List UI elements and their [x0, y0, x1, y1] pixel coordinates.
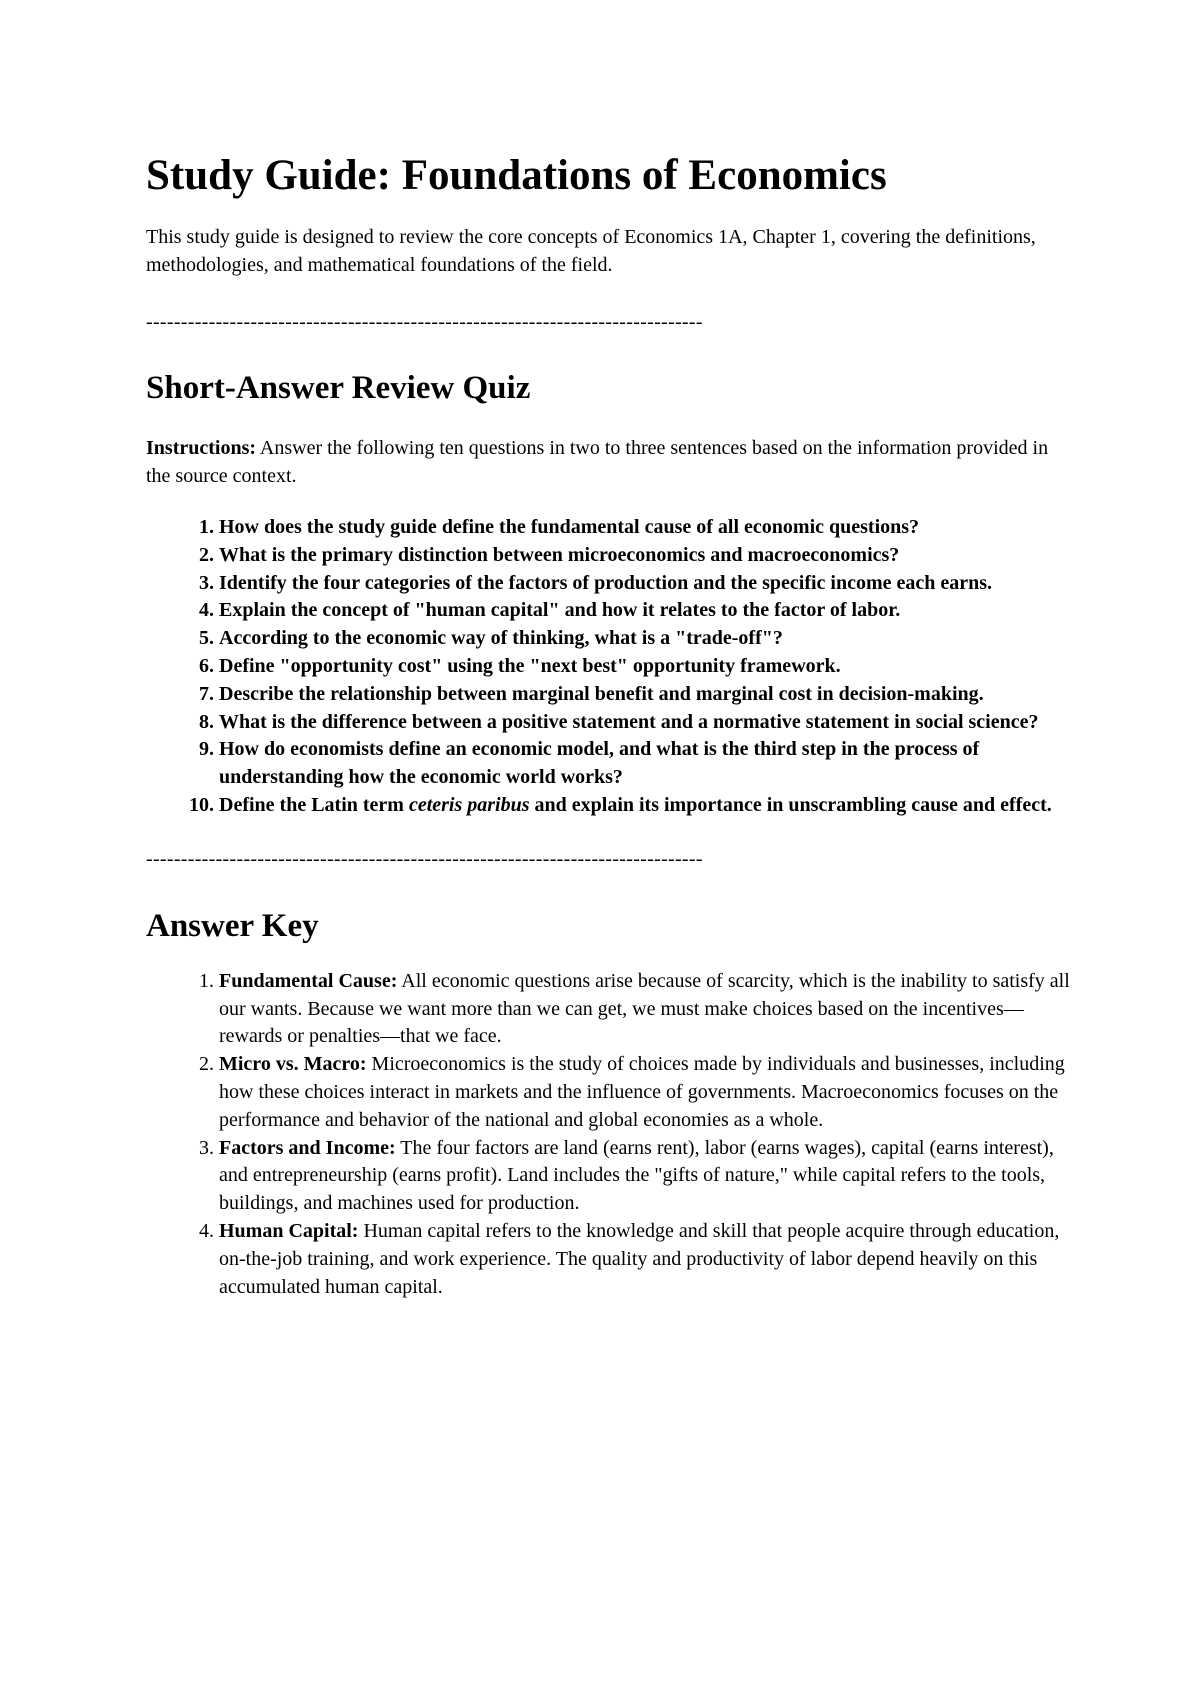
answer-text: All economic questions arise because of scarcity, which is the inability to satisfy all our wants. Because we want more than we can get, we must make choices based on the incentives—rewards or penalties—that we face. [219, 969, 1070, 1048]
question-item: 5. According to the economic way of thinking, what is a "trade-off"? [219, 625, 1076, 653]
answer-label: Fundamental Cause: [219, 969, 398, 992]
answer-text: Microeconomics is the study of choices made by individuals and businesses, including how these choices interact in markets and the influence of governments. Macroeconomics focuses on the performance and behavior of the national and global economies as a whole. [219, 1053, 1065, 1131]
answer-label: Micro vs. Macro: [219, 1053, 367, 1076]
answer-text: The four factors are land (earns rent), labor (earns wages), capital (earns interest), and entrepreneurship (earns profit). Land includes the "gifts of nature," while capital refers to the tools, buildings, and machines used for production. [219, 1136, 1054, 1215]
quiz-heading: Short-Answer Review Quiz [146, 370, 531, 406]
question-item: 9. How do economists define an economic model, and what is the third step in the process of understanding how the economic world works? [219, 736, 1076, 792]
question-text: and explain its importance in unscrambling cause and effect. [529, 793, 1052, 816]
question-item: 6. Define "opportunity cost" using the "next best" opportunity framework. [219, 653, 1076, 681]
question-item [219, 792, 1076, 820]
section-divider: -------------------------------------------------------------------------------- [146, 311, 703, 333]
instructions-text: Answer the following ten questions in two to three sentences based on the information provided in the source context. [146, 437, 1049, 487]
answer-label: Factors and Income: [219, 1136, 396, 1159]
intro-paragraph: This study guide is designed to review the core concepts of Economics 1A, Chapter 1, covering the definitions, methodologies, and mathematical foundations of the field. [146, 226, 1036, 276]
page-title: Study Guide: Foundations of Economics [146, 152, 887, 199]
question-item: 8. What is the difference between a positive statement and a normative statement in social science? [219, 709, 1076, 737]
document-page [146, 150, 1076, 1301]
answer-key-heading: Answer Key [146, 907, 319, 944]
answer-item [219, 1051, 1076, 1134]
quiz-instructions [146, 435, 1076, 490]
answer-list [146, 968, 1076, 1302]
question-text: Define the Latin term [219, 793, 409, 816]
question-item: 3. Identify the four categories of the factors of production and the specific income each earns. [219, 570, 1076, 598]
question-italic-term: ceteris paribus [408, 793, 530, 816]
question-item: 7. Describe the relationship between marginal benefit and marginal cost in decision-making. [219, 681, 1076, 709]
instructions-label: Instructions: [146, 437, 257, 459]
question-item: 1. How does the study guide define the fundamental cause of all economic questions? [219, 514, 1076, 542]
answer-text: Human capital refers to the knowledge and skill that people acquire through education, on-the-job training, and work experience. The quality and productivity of labor depend heavily on this accumulated human capital. [219, 1219, 1060, 1298]
question-item: 2. What is the primary distinction between microeconomics and macroeconomics? [219, 542, 1076, 570]
answer-item [219, 1135, 1076, 1218]
question-list [146, 514, 1076, 820]
question-item: 4. Explain the concept of "human capital" and how it relates to the factor of labor. [219, 597, 1076, 625]
section-divider: -------------------------------------------------------------------------------- [146, 847, 703, 870]
answer-item [219, 1218, 1076, 1301]
answer-label: Human Capital: [219, 1219, 359, 1242]
answer-item [219, 968, 1076, 1051]
